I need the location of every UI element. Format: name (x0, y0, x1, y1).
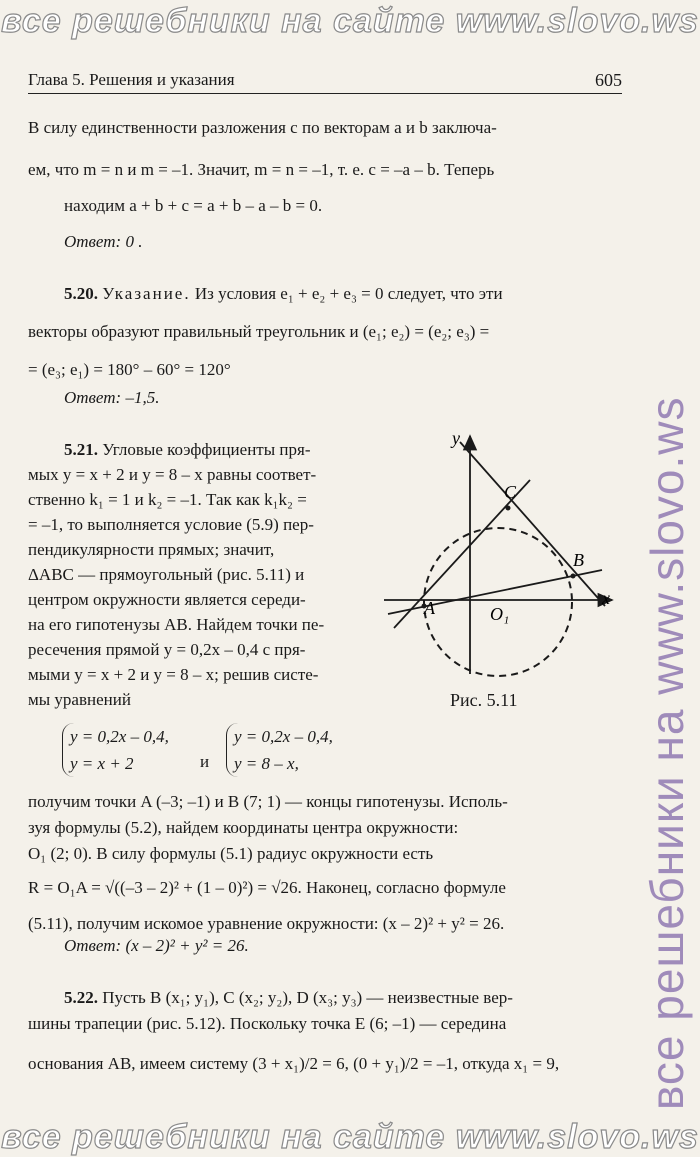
text-line: O₁ (2; 0). В силу формулы (5.1) радиус окружности есть (28, 844, 434, 863)
text-line: мы уравнений (28, 690, 131, 709)
text-line: мыми y = x + 2 и y = 8 – x; решив систе- (28, 665, 319, 684)
text-line: пендикулярности прямых; значит, (28, 540, 275, 559)
page-header (28, 70, 622, 94)
text-line: = (e₃; e₁) = 180° – 60° = 120° (28, 360, 231, 379)
system-2-eq-1: y = 0,2x – 0,4, (234, 727, 333, 746)
problem-5-21 (64, 440, 310, 459)
figure-caption: Рис. 5.11 (450, 690, 518, 710)
text-line: векторы образуют правильный треугольник и (e₁; e₂) = (e₂; e₃) = (28, 322, 490, 341)
text-line: ственно k₁ = 1 и k₂ = –1. Так как k₁k₂ = (28, 490, 307, 509)
text-line: В силу единственности разложения c по векторам a и b заключа- (28, 118, 497, 137)
figure-5-11 (380, 424, 630, 679)
text-line: (5.11), получим искомое уравнение окружности: (x – 2)² + y² = 26. (28, 914, 505, 933)
text-line: ΔABC — прямоугольный (рис. 5.11) и (28, 565, 305, 584)
text-line: шины трапеции (рис. 5.12). Поскольку точка E (6; –1) — середина (28, 1014, 507, 1033)
point-c (506, 506, 511, 511)
text-line: мых y = x + 2 и y = 8 – x равны соответ- (28, 465, 317, 484)
text-line: Угловые коэффициенты пря- (98, 440, 311, 459)
text-line: R = O₁A = √((–3 – 2)² + (1 – 0)²) = √26. Наконец, согласно формуле (28, 878, 506, 897)
line-y-8-minus-x (460, 442, 605, 606)
text-line: зуя формулы (5.2), найдем координаты центра окружности: (28, 818, 459, 837)
system-1-eq-2: y = x + 2 (70, 754, 134, 773)
label-o1: O₁ (490, 604, 510, 624)
watermark-top: все решебники на сайте www.slovo.ws (1, 2, 699, 40)
point-b (571, 574, 576, 579)
chapter-title: Глава 5. Решения и указания (28, 70, 235, 89)
text-line: центром окружности является середи- (28, 590, 306, 609)
label-y: y (452, 428, 460, 448)
conjunction: и (200, 752, 210, 771)
problem-number: 5.22. (64, 988, 98, 1007)
hint-label: Указание. (102, 284, 191, 303)
text-line: = –1, то выполняется условие (5.9) пер- (28, 515, 314, 534)
system-1-eq-1: y = 0,2x – 0,4, (70, 727, 169, 746)
text-line: Из условия e₁ + e₂ + e₃ = 0 следует, что эти (190, 284, 503, 303)
problem-number: 5.20. (64, 284, 98, 303)
watermark-bottom: все решебники на сайте www.slovo.ws (1, 1118, 699, 1156)
label-c: C (504, 482, 517, 502)
label-b: B (573, 550, 584, 570)
equation-system-1 (62, 723, 169, 777)
answer-line: Ответ: (x – 2)² + y² = 26. (64, 936, 249, 955)
line-y-x-plus-2 (394, 480, 530, 628)
text-line: получим точки A (–3; –1) и B (7; 1) — концы гипотенузы. Исполь- (28, 792, 508, 811)
equation-system-2 (226, 723, 333, 777)
label-x: x (602, 588, 610, 608)
answer-line: Ответ: –1,5. (64, 388, 160, 407)
text-line: на его гипотенузы AB. Найдем точки пе- (28, 615, 325, 634)
text-line: основания AB, имеем систему (3 + x₁)/2 = 6, (0 + y₁)/2 = –1, откуда x₁ = 9, (28, 1054, 560, 1073)
watermark-side: все решебники на www.slovo.ws (641, 396, 693, 1110)
text-line: ем, что m = n и m = –1. Значит, m = n = –1, т. е. c = –a – b. Теперь (28, 160, 495, 179)
problem-5-22 (64, 988, 513, 1007)
text-line: находим a + b + c = a + b – a – b = 0. (64, 196, 323, 215)
answer-line: Ответ: 0 . (64, 232, 143, 251)
label-a: A (424, 598, 435, 618)
text-line: Пусть B (x₁; y₁), C (x₂; y₂), D (x₃; y₃) — неизвестные вер- (98, 988, 513, 1007)
problem-number: 5.21. (64, 440, 98, 459)
problem-5-20 (64, 284, 503, 303)
system-2-eq-2: y = 8 – x, (234, 754, 299, 773)
page-number: 605 (595, 70, 622, 90)
text-line: ресечения прямой y = 0,2x – 0,4 с пря- (28, 640, 306, 659)
